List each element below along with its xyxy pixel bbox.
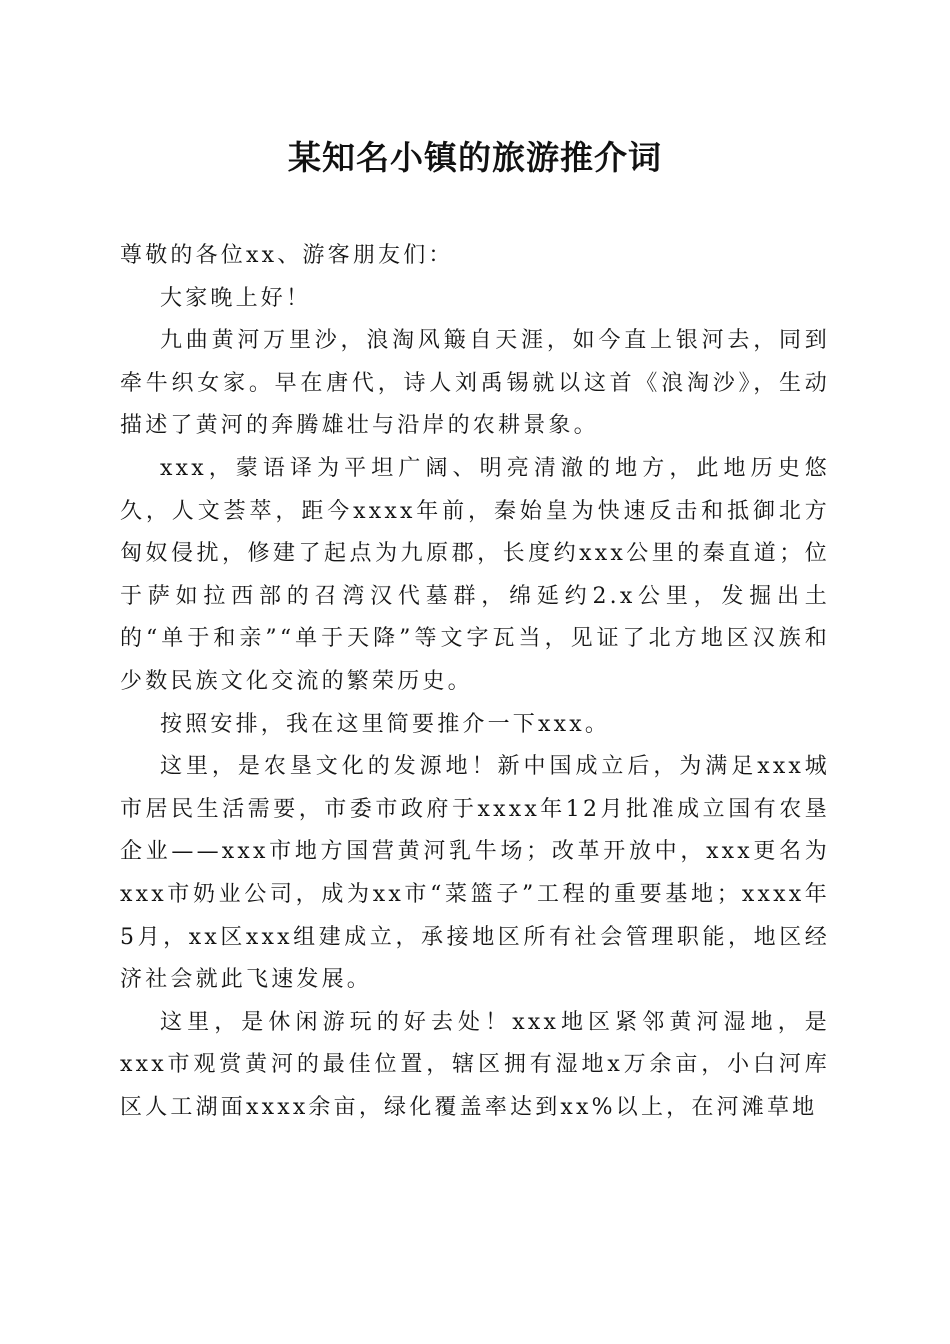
paragraph: 按照安排，我在这里简要推介一下xxx。 <box>160 711 611 737</box>
document-title: 某知名小镇的旅游推介词 <box>288 138 662 177</box>
paragraph: 九曲黄河万里沙，浪淘风簸自天涯，如今直上银河去，同到牵牛织女家。早在唐代，诗人刘禹锡就以这首《浪淘沙》，生动描述了黄河的奔腾雄壮与沿岸的农耕景象。 <box>120 328 830 439</box>
paragraph: xxx，蒙语译为平坦广阔、明亮清澈的地方，此地历史悠久，人文荟萃，距今xxxx年前，秦始皇为快速反击和抵御北方匈奴侵扰，修建了起点为九原郡，长度约xxx公里的秦直道；位于萨如拉西部的召湾汉代墓群，绵延约2.x公里，发掘出土的“单于和亲”“单于天降”等文字瓦当，见证了北方地区汉族和少数民族文化交流的繁荣历史。 <box>120 455 830 694</box>
paragraph: 大家晚上好！ <box>160 285 312 311</box>
paragraph: 这里，是农垦文化的发源地！新中国成立后，为满足xxx城市居民生活需要，市委市政府于xxxx年12月批准成立国有农垦企业——xxx市地方国营黄河乳牛场；改革开放中，xxx更名为xxx市奶业公司，成为xx市“菜篮子”工程的重要基地；xxxx年5月，xx区xxx组建成立，承接地区所有社会管理职能，地区经济社会就此飞速发展。 <box>120 754 830 993</box>
salutation: 尊敬的各位xx、游客朋友们： <box>120 243 454 268</box>
paragraph: 这里，是休闲游玩的好去处！xxx地区紧邻黄河湿地，是xxx市观赏黄河的最佳位置，辖区拥有湿地x万余亩，小白河库区人工湖面xxxx余亩，绿化覆盖率达到xx%以上，在河滩草地 <box>120 1009 830 1120</box>
document-body <box>120 235 830 1129</box>
